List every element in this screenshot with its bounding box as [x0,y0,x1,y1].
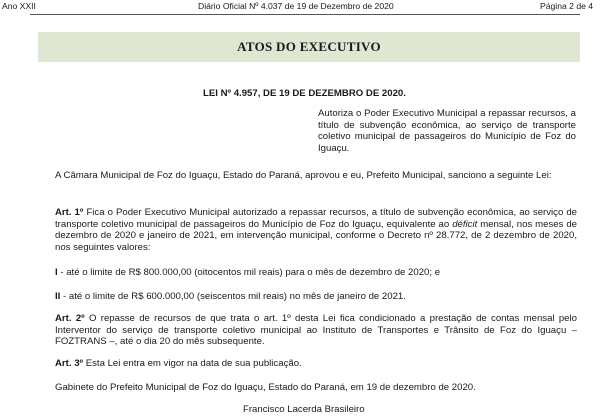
article-3-text: Esta Lei entra em vigor na data de sua publicação. [85,358,302,369]
closing-text: Gabinete do Prefeito Municipal de Foz do Iguaçu, Estado do Paraná, em 19 de dezembro de 2020. [55,382,476,393]
item-2 [55,291,577,303]
item-1-label: I [55,267,58,278]
item-2-text: - até o limite de R$ 600.000,00 (seiscentos mil reais) no mês de janeiro de 2021. [63,291,406,302]
section-title: ATOS DO EXECUTIVO [237,39,381,54]
article-1-italic: déficit [452,218,478,230]
law-ementa: Autoriza o Poder Executivo Municipal a repassar recursos, a título de subvenção econômica, ao serviço de transporte coletivo municipal de passageiros do Município de Foz do Iguaçu. [318,108,576,154]
law-title: LEI Nº 4.957, DE 19 DE DEZEMBRO DE 2020. [203,88,406,99]
article-2-text: O repasse de recursos de que trata o art. 1º desta Lei fica condicionado a prestação de contas mensal pelo Interventor do serviço de transporte coletivo municipal ao Instituto de Transportes e Trânsito de Foz do Iguaçu – FOZTRANS –, até o dia 20 do mês subsequente. [55,313,577,348]
article-2 [55,313,577,348]
article-1 [55,207,577,253]
article-1-label: Art. 1º [55,207,84,218]
article-1-text: Fica o Poder Executivo Municipal autorizado a repassar recursos, a título de subvenção econômica, ao serviço de transporte coletivo municipal de passageiros do Município de Foz do Iguaçu, equivalente ao [55,207,577,230]
item-1 [55,267,577,279]
preamble: A Câmara Municipal de Foz do Iguaçu, Estado do Paraná, aprovou e eu, Prefeito Municipal, sanciono a seguinte Lei: [55,170,552,181]
page-header [0,0,600,14]
article-3-label: Art. 3º [55,358,84,369]
section-band [38,32,580,62]
year-label: Ano XXII [2,1,36,11]
article-3 [55,358,577,370]
item-2-label: II [55,291,61,302]
article-1-text-continued: mensal, nos meses de dezembro de 2020 e janeiro de 2021, em intervenção municipal, conforme o Decreto nº 28.772, de 2 dezembro de 2020, nos seguintes valores: [55,218,578,253]
page-number: Página 2 de 4 [540,1,594,11]
article-2-label: Art. 2º [55,313,85,324]
issue-label: Diário Oficial Nº 4.037 de 19 de Dezembro de 2020 [198,1,394,11]
signature-name: Francisco Lacerda Brasileiro [243,404,365,415]
header-divider [30,14,580,15]
item-1-text: - até o limite de R$ 800.000,00 (oitocentos mil reais) para o mês de dezembro de 2020; e [60,267,441,278]
